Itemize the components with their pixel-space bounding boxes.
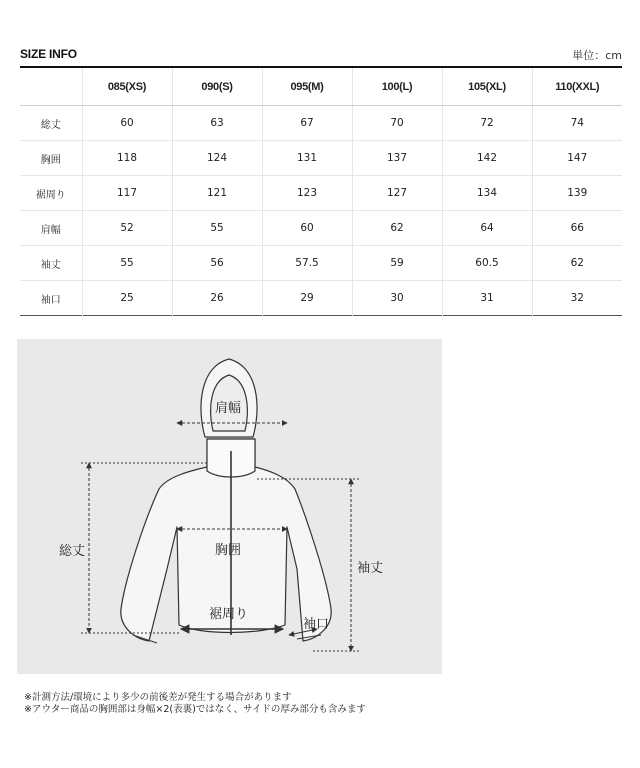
unit-label: 単位：cm	[572, 49, 622, 62]
table-cell: 31	[442, 281, 532, 316]
table-cell: 63	[172, 106, 262, 141]
table-cell: 59	[352, 246, 442, 281]
table-cell: 62	[532, 246, 622, 281]
row-label: 肩幅	[20, 211, 82, 246]
note-line: ※アウター商品の胸囲部は身幅×2(表裏)ではなく、サイドの厚み部分も含みます	[24, 704, 366, 715]
table-cell: 64	[442, 211, 532, 246]
table-cell: 123	[262, 176, 352, 211]
jacket-illustration	[17, 339, 442, 674]
table-cell: 66	[532, 211, 622, 246]
table-row	[20, 141, 622, 176]
row-label: 総丈	[20, 106, 82, 141]
table-row	[20, 211, 622, 246]
table-cell: 127	[352, 176, 442, 211]
table-row	[20, 281, 622, 316]
table-cell: 147	[532, 141, 622, 176]
sleeve-length-label: 袖丈	[357, 561, 384, 576]
table-cell: 55	[172, 211, 262, 246]
table-cell: 29	[262, 281, 352, 316]
table-cell: 57.5	[262, 246, 352, 281]
chest-label: 胸囲	[215, 543, 242, 558]
table-cell: 55	[82, 246, 172, 281]
note-line: ※計測方法/環境により多少の前後差が発生する場合があります	[24, 692, 292, 703]
table-cell: 118	[82, 141, 172, 176]
size-table	[20, 66, 622, 316]
column-header: 105(XL)	[442, 67, 532, 106]
cuff-label: 袖口	[303, 617, 330, 632]
column-header: 110(XXL)	[532, 67, 622, 106]
table-cell: 70	[352, 106, 442, 141]
table-row	[20, 176, 622, 211]
column-header: 100(L)	[352, 67, 442, 106]
table-cell: 60	[82, 106, 172, 141]
table-cell: 67	[262, 106, 352, 141]
notes	[24, 692, 366, 716]
shoulder-label: 肩幅	[215, 401, 242, 416]
row-label: 胸囲	[20, 141, 82, 176]
table-cell: 131	[262, 141, 352, 176]
table-cell: 62	[352, 211, 442, 246]
table-row	[20, 246, 622, 281]
table-row	[20, 106, 622, 141]
table-cell: 74	[532, 106, 622, 141]
size-info-title: SIZE INFO	[20, 47, 77, 61]
table-cell: 121	[172, 176, 262, 211]
table-cell: 56	[172, 246, 262, 281]
table-cell: 60	[262, 211, 352, 246]
table-cell: 25	[82, 281, 172, 316]
table-cell: 26	[172, 281, 262, 316]
column-header: 085(XS)	[82, 67, 172, 106]
measurement-diagram	[17, 339, 442, 674]
row-label: 袖丈	[20, 246, 82, 281]
table-cell: 32	[532, 281, 622, 316]
column-header	[20, 67, 82, 106]
table-cell: 52	[82, 211, 172, 246]
row-label: 袖口	[40, 294, 61, 306]
table-cell: 139	[532, 176, 622, 211]
row-label: 裾周り	[20, 176, 82, 211]
table-cell: 142	[442, 141, 532, 176]
table-cell: 137	[352, 141, 442, 176]
table-cell: 30	[352, 281, 442, 316]
column-header: 095(M)	[262, 67, 352, 106]
table-cell: 60.5	[442, 246, 532, 281]
table-cell: 72	[442, 106, 532, 141]
table-cell: 134	[442, 176, 532, 211]
table-cell: 124	[172, 141, 262, 176]
column-header: 090(S)	[172, 67, 262, 106]
hem-label: 裾周り	[209, 607, 249, 622]
size-info-header	[20, 47, 622, 65]
table-header-row	[20, 67, 622, 106]
table-cell: 117	[82, 176, 172, 211]
length-label: 総丈	[59, 544, 86, 559]
